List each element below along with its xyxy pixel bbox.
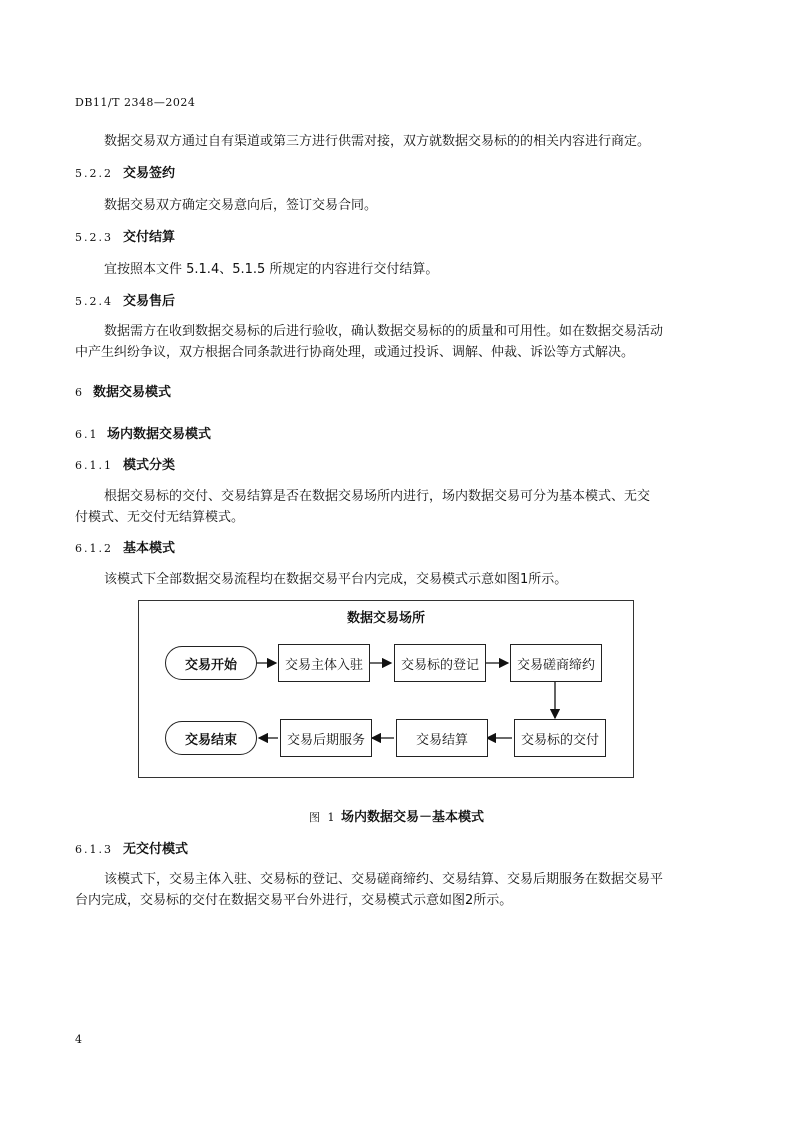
step-node: 交易结算	[396, 719, 488, 757]
section-heading-5-2-3	[75, 226, 175, 245]
figure-label: 图 1	[308, 811, 337, 824]
figure-caption-text: 场内数据交易－基本模式	[341, 810, 485, 825]
flow-diagram	[138, 600, 634, 778]
section-heading-5-2-2	[75, 162, 175, 181]
section-title: 交易售后	[123, 294, 176, 309]
section-title: 基本模式	[123, 541, 176, 556]
section-title: 无交付模式	[123, 842, 189, 857]
start-node: 交易开始	[165, 646, 257, 680]
paragraph: 数据交易双方通过自有渠道或第三方进行供需对接，双方就数据交易标的的相关内容进行商定。	[104, 134, 651, 149]
step-node: 交易主体入驻	[278, 644, 370, 682]
step-node: 交易标的登记	[394, 644, 486, 682]
paragraph: 根据交易标的交付、交易结算是否在数据交易场所内进行，场内数据交易可分为基本模式、无交	[104, 489, 651, 504]
step-node: 交易标的交付	[514, 719, 606, 757]
paragraph: 数据交易双方确定交易意向后，签订交易合同。	[104, 198, 378, 213]
section-number: 6.1.2	[75, 542, 113, 555]
section-number: 5.2.3	[75, 231, 113, 244]
section-title: 场内数据交易模式	[107, 427, 212, 442]
section-number: 6.1.3	[75, 843, 113, 856]
paragraph: 数据需方在收到数据交易标的后进行验收，确认数据交易标的的质量和可用性。如在数据交易活动	[104, 324, 664, 339]
section-heading-6-1-1	[75, 454, 175, 473]
section-title: 交易签约	[123, 166, 176, 181]
end-node: 交易结束	[165, 721, 257, 755]
section-heading-6	[75, 381, 171, 400]
section-heading-5-2-4	[75, 290, 175, 309]
figure-caption	[0, 806, 793, 825]
paragraph: 宜按照本文件 5.1.4、5.1.5 所规定的内容进行交付结算。	[104, 262, 439, 277]
section-number: 5.2.2	[75, 167, 113, 180]
section-number: 6.1.1	[75, 459, 113, 472]
section-title: 数据交易模式	[93, 385, 172, 400]
section-number: 6	[75, 386, 84, 399]
paragraph-continuation: 付模式、无交付无结算模式。	[75, 510, 245, 525]
step-node: 交易后期服务	[280, 719, 372, 757]
paragraph-continuation: 台内完成，交易标的交付在数据交易平台外进行，交易模式示意如图2所示。	[75, 893, 513, 908]
section-heading-6-1-2	[75, 537, 175, 556]
paragraph: 该模式下全部数据交易流程均在数据交易平台内完成，交易模式示意如图1所示。	[104, 572, 568, 587]
page-number: 4	[75, 1033, 82, 1046]
step-node: 交易磋商缔约	[510, 644, 602, 682]
diagram-title: 数据交易场所	[346, 611, 425, 626]
paragraph: 该模式下，交易主体入驻、交易标的登记、交易磋商缔约、交易结算、交易后期服务在数据交易平	[104, 872, 664, 887]
paragraph-continuation: 中产生纠纷争议，双方根据合同条款进行协商处理，或通过投诉、调解、仲裁、诉讼等方式解决。	[75, 345, 635, 360]
section-number: 5.2.4	[75, 295, 113, 308]
section-number: 6.1	[75, 428, 99, 441]
document-code-header: DB11/T 2348—2024	[75, 96, 196, 109]
section-title: 交付结算	[123, 230, 176, 245]
section-heading-6-1	[75, 423, 211, 442]
section-title: 模式分类	[123, 458, 176, 473]
section-heading-6-1-3	[75, 838, 188, 857]
